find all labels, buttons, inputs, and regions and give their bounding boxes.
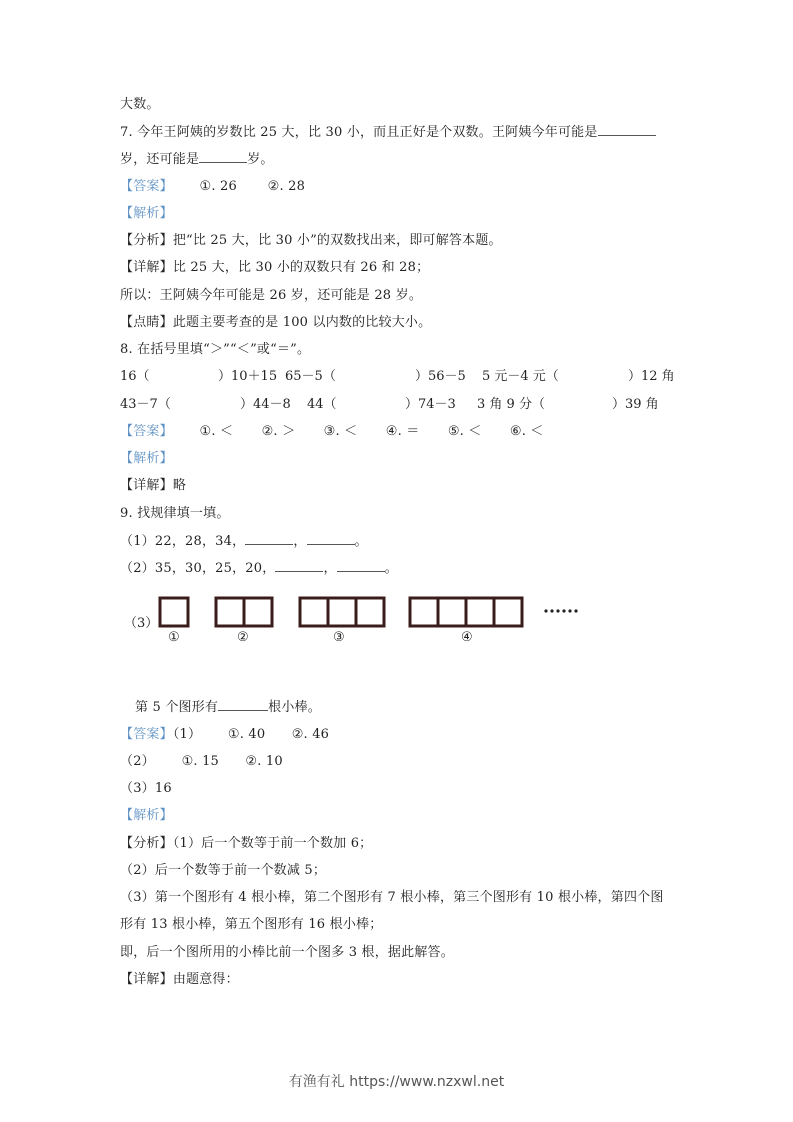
q9-answer-1: 【答案】（1） ①. 40 ②. 46 [120, 727, 330, 742]
q7-xiangjie: 【详解】比 25 大，比 30 小的双数只有 26 和 28； [120, 260, 430, 275]
q9-fenxi-3a: （3）第一个图形有 4 根小棒，第二个图形有 7 根小棒，第三个图形有 10 根小棒，第四个图 [120, 890, 664, 905]
q9-fenxi-4: 即，后一个图所用的小棒比前一个图多 3 根，据此解答。 [120, 945, 454, 960]
blank-field [218, 698, 268, 711]
q7-line2: 岁，还可能是 岁。 [120, 152, 274, 167]
q9-answer-2: （2） ①. 15 ②. 10 [120, 754, 283, 769]
q8-answer: 【答案】 ①. ＜ ②. ＞ ③. ＜ ④. ＝ ⑤. ＜ ⑥. ＜ [120, 424, 544, 439]
q9-fenxi-1: 【分析】（1）后一个数等于前一个数加 6； [120, 836, 373, 851]
footer-watermark: 有渔有礼 https://www.nzxwl.net [288, 1074, 505, 1090]
blank-field [199, 150, 247, 163]
q7-line1: 7. 今年王阿姨的岁数比 25 大，比 30 小，而且正好是个双数。王阿姨今年可能是 [120, 123, 656, 142]
matchstick-figures [118, 590, 598, 630]
blank-field [598, 123, 656, 136]
continuation-text: 大数。 [120, 97, 160, 112]
q9-title: 9. 找规律填一填。 [120, 506, 230, 521]
blank-field [275, 559, 323, 572]
q9-answer-3: （3）16 [120, 781, 172, 796]
answer-label: 【答案】 [120, 727, 173, 742]
figure-label-1: ① [168, 630, 180, 645]
figure-label-2: ② [237, 630, 249, 645]
answer-label: 【答案】 [120, 179, 173, 194]
answer-label: 【答案】 [120, 424, 173, 439]
q8-analysis-label: 【解析】 [120, 451, 173, 466]
q7-answer: 【答案】 ①. 26 ②. 28 [120, 179, 306, 194]
q9-xiangjie: 【详解】由题意得： [120, 972, 239, 987]
q7-dianjing: 【点睛】此题主要考查的是 100 以内数的比较大小。 [120, 315, 432, 330]
q9-analysis-label: 【解析】 [120, 808, 173, 823]
q9-fenxi-2: （2）后一个数等于前一个数减 5； [120, 863, 327, 878]
q8-xiangjie: 【详解】略 [120, 478, 187, 493]
q7-analysis-label: 【解析】 [120, 206, 173, 221]
figure-label-4: ④ [461, 630, 473, 645]
q9-part1: （1）22，28，34， ， 。 [120, 534, 368, 549]
q9-part3-label: （3） [124, 616, 159, 631]
blank-field [307, 532, 355, 545]
q7-so: 所以：王阿姨今年可能是 26 岁，还可能是 28 岁。 [120, 288, 423, 303]
blank-field [245, 532, 293, 545]
q7-fenxi: 【分析】把“比 25 大，比 30 小”的双数找出来，即可解答本题。 [120, 233, 502, 248]
q9-part2: （2）35，30，25，20， ， 。 [120, 561, 398, 576]
q9-fifth: 第 5 个图形有 根小棒。 [135, 700, 321, 715]
q8-title: 8. 在括号里填“＞”“＜”或“＝”。 [120, 342, 311, 357]
q9-fenxi-3b: 形有 13 根小棒，第五个图形有 16 根小棒； [120, 917, 383, 932]
blank-field [337, 559, 385, 572]
figure-label-3: ③ [333, 630, 345, 645]
